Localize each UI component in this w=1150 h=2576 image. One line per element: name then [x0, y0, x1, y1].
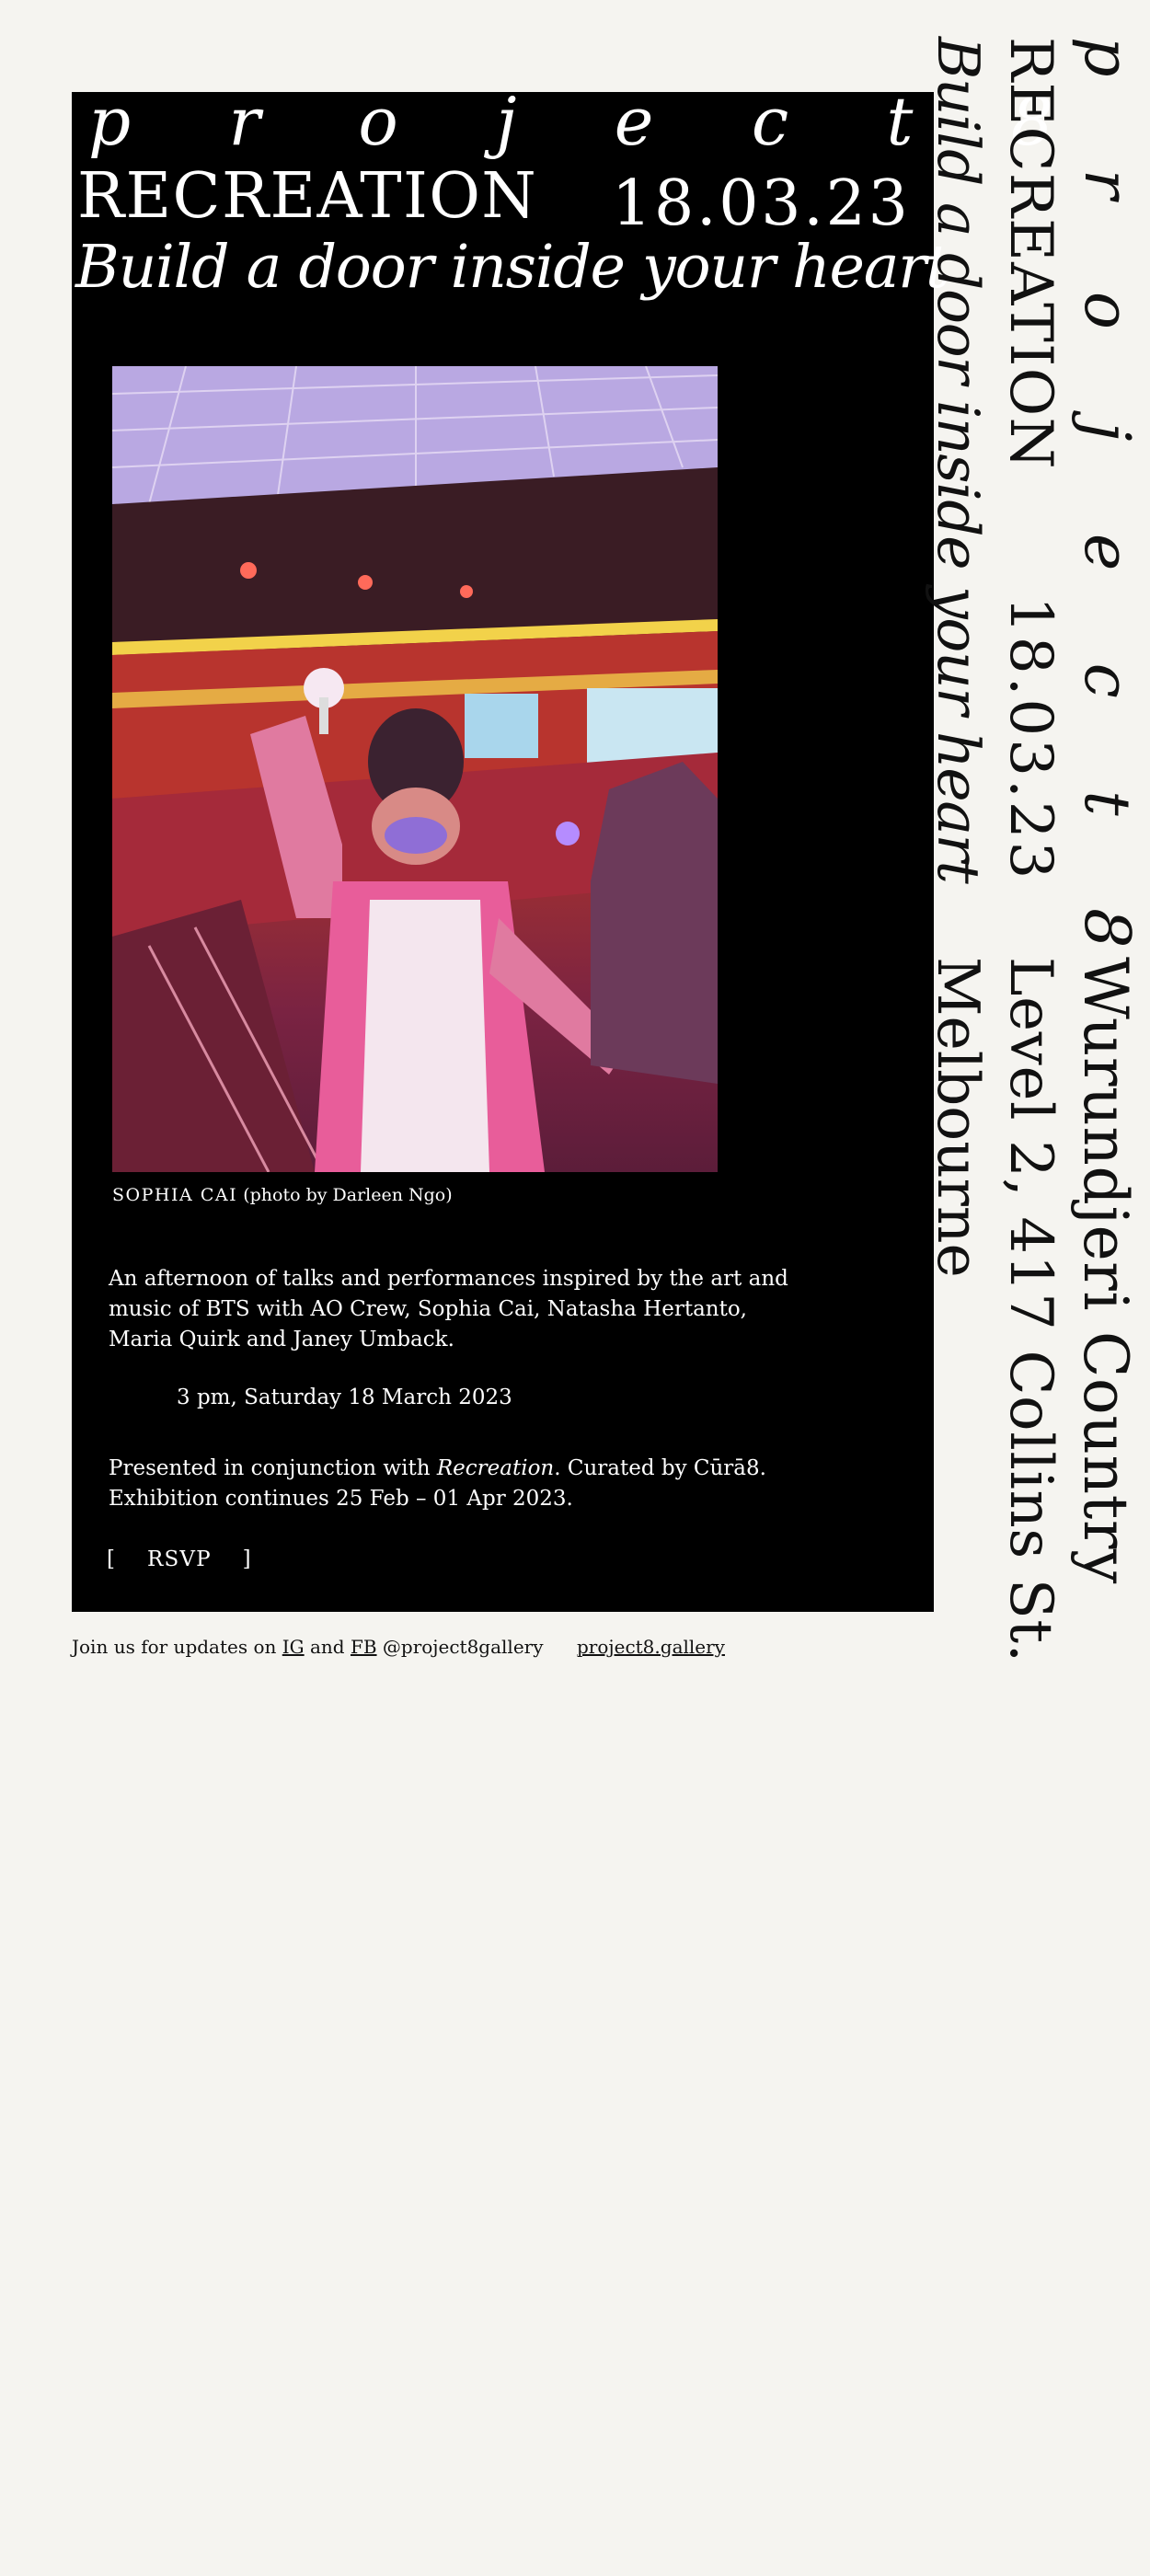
footer-handle: @project8gallery: [376, 1636, 544, 1658]
instagram-link[interactable]: IG: [282, 1636, 305, 1658]
footer-prefix: Join us for updates on: [72, 1636, 282, 1658]
footer-and: and: [304, 1636, 351, 1658]
side-city: Melbourne: [925, 957, 992, 1278]
event-date: 18.03.23: [612, 167, 911, 240]
presented-suffix: . Curated by Cūrā8.: [554, 1456, 766, 1480]
caption-credit: (photo by Darleen Ngo): [243, 1185, 453, 1205]
presented-prefix: Presented in conjunction with: [109, 1456, 437, 1480]
event-photo: [112, 366, 718, 1172]
footer-social: [72, 1636, 544, 1658]
side-address: Level 2, 417 Collins St.: [996, 957, 1064, 1663]
caption-name: SOPHIA CAI: [112, 1185, 238, 1205]
side-title: RECREATION: [996, 37, 1064, 470]
presented-italic: Recreation: [436, 1456, 555, 1480]
facebook-link[interactable]: FB: [350, 1636, 377, 1658]
event-description: An afternoon of talks and performances inspired by the art and music of BTS with AO Crew, Sophia Cai, Natasha Hertanto, Maria Quirk and Janey Umback.: [109, 1267, 788, 1351]
side-date: 18.03.23: [996, 596, 1064, 882]
website-link[interactable]: project8.gallery: [577, 1636, 725, 1658]
event-time: 3 pm, Saturday 18 March 2023: [177, 1386, 512, 1409]
side-brand: p r o j e c t 8: [1070, 37, 1143, 984]
exhibition-title: RECREATION: [77, 160, 538, 233]
rsvp-close-bracket: ]: [242, 1547, 252, 1571]
event-tagline: Build a door inside your heart: [75, 233, 949, 302]
side-tagline: Build a door inside your heart: [925, 37, 992, 883]
presented-note: [109, 1454, 808, 1514]
exhibition-dates: Exhibition continues 25 Feb – 01 Apr 2023.: [109, 1487, 573, 1511]
rsvp-label: RSVP: [146, 1547, 212, 1571]
brand-wordmark: p r o j e c t 8: [88, 83, 1092, 160]
rsvp-open-bracket: [: [107, 1547, 117, 1571]
photo-caption: [112, 1185, 453, 1205]
rsvp-button[interactable]: [107, 1547, 252, 1571]
side-country: Wurundjeri Country: [1070, 957, 1141, 1585]
